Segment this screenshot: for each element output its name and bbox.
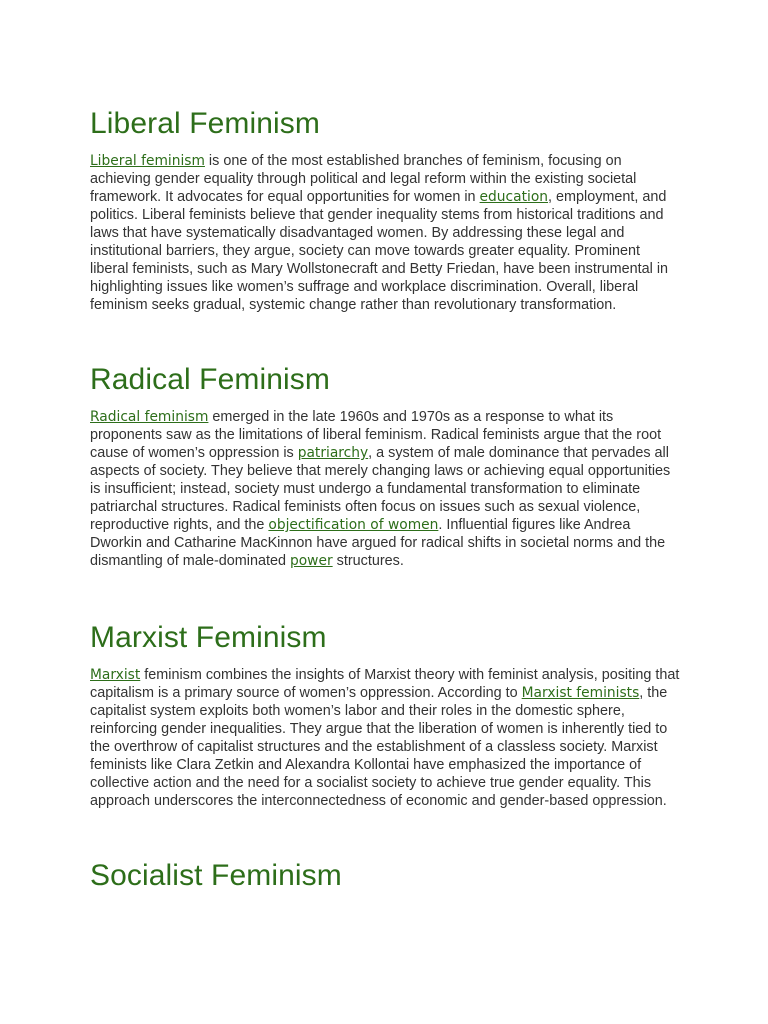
paragraph-text: feminism combines the insights of Marxist theory with feminist analysis, positing that capitalism is a primary source of women’s oppression. According to: [90, 667, 680, 701]
section-liberal-feminism: [90, 106, 680, 362]
section-heading: Radical Feminism: [90, 363, 330, 396]
section-heading: Liberal Feminism: [90, 107, 320, 140]
section-radical-feminism: [90, 362, 680, 620]
link-patriarchy[interactable]: patriarchy: [297, 445, 369, 461]
paragraph-text: emerged in the late 1960s and 1970s as a response to what its proponents saw as the limitations of liberal feminism. Radical feminists argue that the root cause of women’s oppression is: [90, 409, 662, 461]
paragraph-text: . Influential figures like Andrea Dworkin and Catharine MacKinnon have argued for radical shifts in societal norms and the dismantling of male-dominated: [90, 517, 666, 569]
section-paragraph: [90, 408, 680, 570]
section-marxist-feminism: [90, 620, 680, 858]
section-heading: Socialist Feminism: [90, 859, 342, 892]
link-education[interactable]: education: [479, 189, 549, 205]
section-paragraph: [90, 152, 680, 314]
link-radical-feminism[interactable]: Radical feminism: [90, 409, 209, 425]
paragraph-text: , employment, and politics. Liberal feminists believe that gender inequality stems from historical traditions and laws that have systematically disadvantaged women. By addressing these legal and institutional barriers, they argue, society can move towards greater equality. Prominent liberal feminists, such as Mary Wollstonecraft and Betty Friedan, have been instrumental in highlighting issues like women’s suffrage and workplace discrimination. Overall, liberal feminism seeks gradual, systemic change rather than revolutionary transformation.: [90, 189, 669, 313]
paragraph-text: , the capitalist system exploits both women’s labor and their roles in the domestic sphere, reinforcing gender inequalities. They argue that the liberation of women is inherently tied to the overthrow of capitalist structures and the establishment of a classless society. Marxist feminists like Clara Zetkin and Alexandra Kollontai have emphasized the importance of collective action and the need for a socialist society to achieve true gender equality. This approach underscores the interconnectedness of economic and gender-based oppression.: [90, 685, 668, 809]
link-marxist-feminists[interactable]: Marxist feminists: [521, 685, 640, 701]
link-objectification-of-women[interactable]: objectification of women: [268, 517, 439, 533]
paragraph-text: structures.: [332, 553, 404, 569]
section-socialist-feminism: [90, 858, 680, 894]
paragraph-text: , a system of male dominance that pervades all aspects of society. They believe that merely changing laws or achieving equal opportunities is insufficient; instead, society must undergo a fundamental transformation to eliminate patriarchal structures. Radical feminists often focus on issues such as sexual violence, reproductive rights, and the: [90, 445, 671, 533]
document-page: [90, 106, 680, 904]
section-paragraph: [90, 666, 680, 810]
link-marxist[interactable]: Marxist: [90, 667, 141, 683]
link-power[interactable]: power: [289, 553, 333, 569]
section-heading: Marxist Feminism: [90, 621, 327, 654]
paragraph-text: is one of the most established branches of feminism, focusing on achieving gender equality through political and legal reform within the existing societal framework. It advocates for equal opportunities for women in: [90, 153, 637, 205]
link-liberal-feminism[interactable]: Liberal feminism: [90, 153, 205, 169]
